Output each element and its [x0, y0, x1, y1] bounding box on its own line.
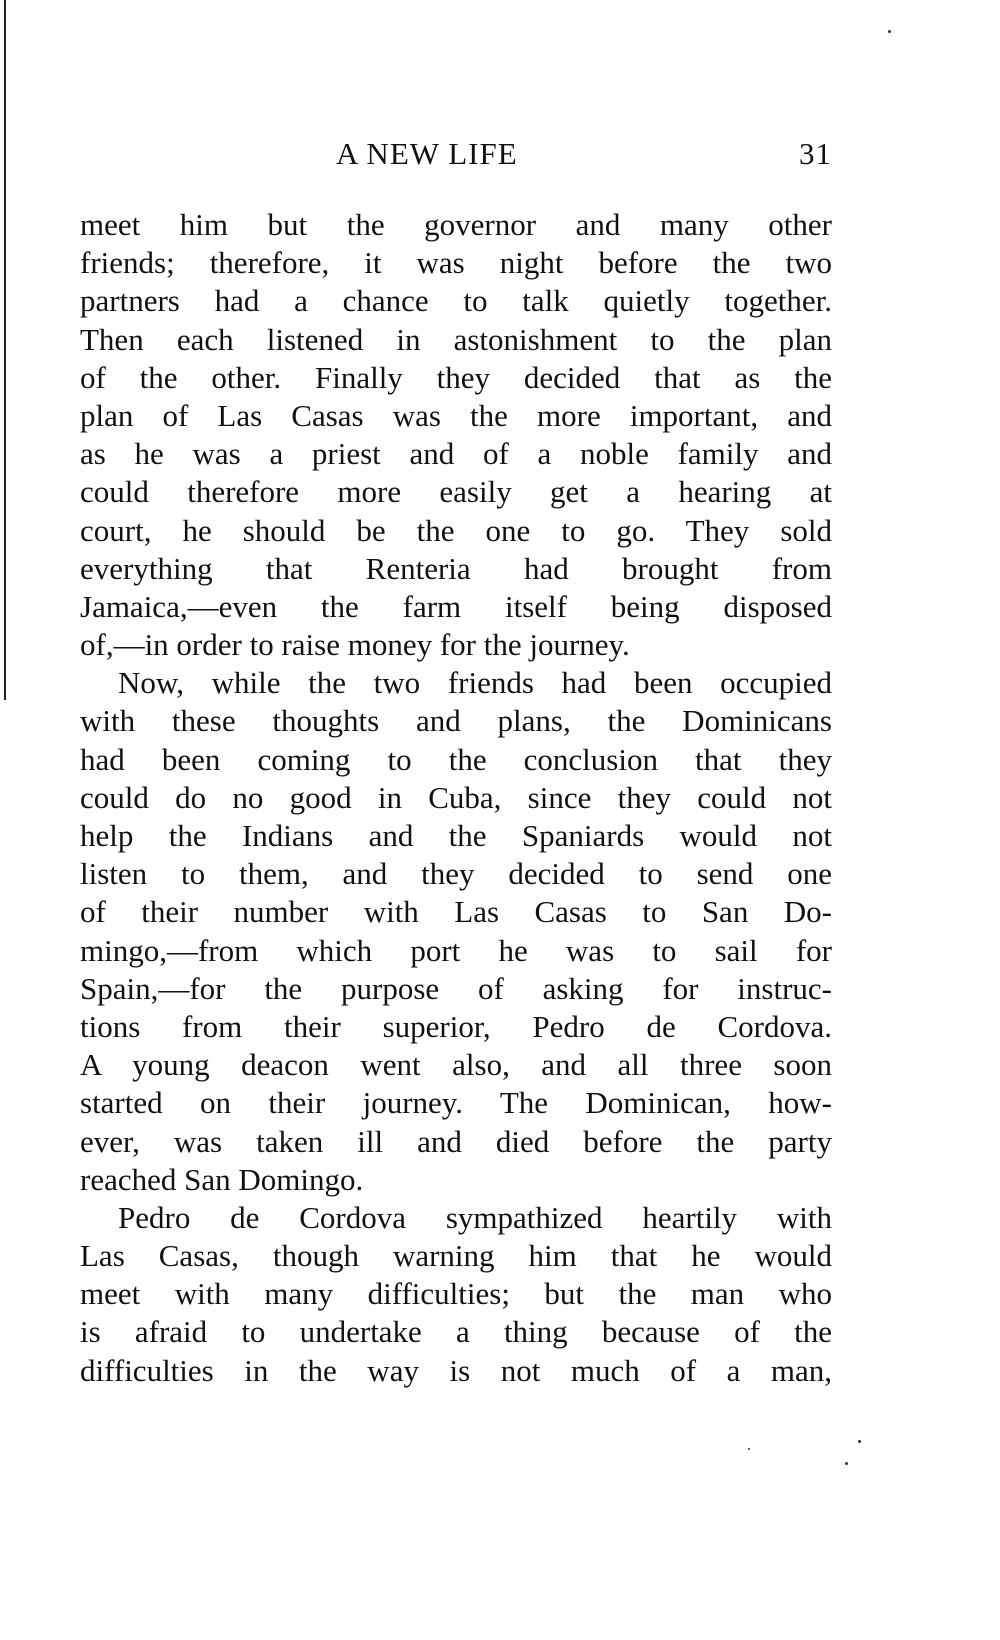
- text-line: could do no good in Cuba, since they could not: [80, 779, 832, 815]
- text-line: Spain,—for the purpose of asking for instruc-: [80, 970, 832, 1006]
- scan-speck: [845, 1462, 848, 1465]
- running-title: A NEW LIFE: [336, 136, 518, 171]
- text-line: Then each listened in astonishment to the plan: [80, 321, 832, 357]
- text-line: Las Casas, though warning him that he would: [80, 1238, 832, 1274]
- text-line: meet with many difficulties; but the man who: [80, 1276, 832, 1312]
- text-line: started on their journey. The Dominican, how-: [80, 1085, 832, 1121]
- paragraph-first-line: Now, while the two friends had been occupied: [118, 665, 832, 701]
- text-line: plan of Las Casas was the more important, and: [80, 397, 832, 433]
- text-line: mingo,—from which port he was to sail for: [80, 932, 832, 968]
- text-line: reached San Domingo.: [80, 1161, 364, 1197]
- text-line: meet him but the governor and many other: [80, 207, 832, 242]
- text-line: had been coming to the conclusion that they: [80, 741, 832, 777]
- text-line: could therefore more easily get a hearing at: [80, 474, 832, 510]
- page-edge-line: [4, 0, 6, 700]
- text-line: tions from their superior, Pedro de Cordova.: [80, 1008, 832, 1044]
- text-line: everything that Renteria had brought from: [80, 550, 832, 586]
- scan-speck: [888, 30, 891, 33]
- text-line: difficulties in the way is not much of a man,: [80, 1352, 832, 1388]
- scan-speck: [748, 1448, 750, 1450]
- running-head: [80, 136, 832, 176]
- text-line: with these thoughts and plans, the Dominicans: [80, 703, 832, 739]
- text-line: friends; therefore, it was night before the two: [80, 245, 832, 281]
- text-line: court, he should be the one to go. They sold: [80, 512, 832, 548]
- text-line: is afraid to undertake a thing because of the: [80, 1314, 832, 1350]
- page-number: 31: [799, 136, 832, 171]
- text-line: A young deacon went also, and all three soon: [80, 1047, 832, 1083]
- text-line: Jamaica,—even the farm itself being disposed: [80, 588, 832, 624]
- body-text: [80, 206, 832, 1390]
- text-line: of,—in order to raise money for the journey.: [80, 627, 630, 663]
- text-line: of their number with Las Casas to San Do-: [80, 894, 832, 930]
- text-line: as he was a priest and of a noble family and: [80, 436, 832, 472]
- scan-speck: [858, 1440, 861, 1443]
- text-line: help the Indians and the Spaniards would not: [80, 818, 832, 853]
- paragraph-first-line: Pedro de Cordova sympathized heartily with: [118, 1199, 832, 1235]
- text-line: ever, was taken ill and died before the party: [80, 1123, 832, 1159]
- text-line: of the other. Finally they decided that as the: [80, 359, 832, 395]
- text-line: partners had a chance to talk quietly together.: [80, 283, 832, 319]
- text-line: listen to them, and they decided to send one: [80, 856, 832, 892]
